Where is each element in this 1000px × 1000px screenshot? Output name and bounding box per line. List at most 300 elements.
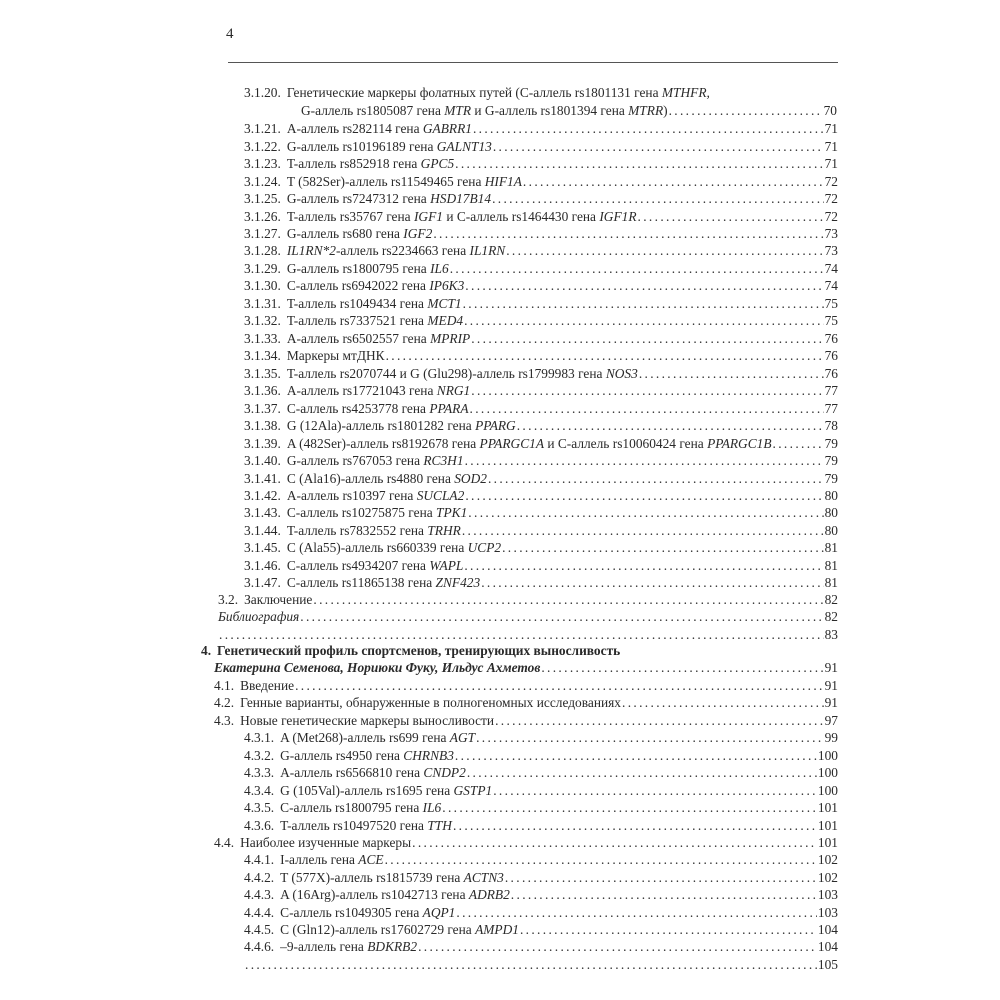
leader-dots: [773, 435, 824, 453]
toc-entry-text: ): [663, 103, 668, 118]
toc-entry-text: С-аллель rs1049305 гена: [280, 905, 423, 920]
toc-entry[interactable]: [244, 382, 838, 400]
leader-dots: [505, 869, 817, 887]
toc-entry-number: 3.1.42.: [244, 488, 281, 503]
toc-entry-text: A (482Ser)-аллель rs8192678 гена: [286, 436, 480, 451]
toc-entry[interactable]: [244, 557, 838, 575]
leader-dots: [493, 782, 817, 800]
toc-entry-title: [244, 782, 492, 800]
page-number: 4: [226, 26, 234, 42]
leader-dots: [464, 312, 824, 330]
toc-entry-title: [214, 659, 540, 677]
leader-dots: [520, 921, 817, 939]
toc-entry[interactable]: [244, 347, 838, 365]
toc-entry-title: [244, 190, 491, 208]
toc-entry[interactable]: [244, 120, 838, 138]
toc-entry-title: [244, 470, 487, 488]
toc-entry-title: [244, 539, 501, 557]
toc-entry-text: С-аллель rs4934207 гена: [286, 558, 430, 573]
toc-entry-page: 102: [817, 852, 838, 867]
toc-entry-page: 102: [817, 870, 838, 885]
toc-entry-text: G-аллель rs1805087 гена: [301, 103, 445, 118]
toc-entry-text: PPARGC1B: [707, 436, 772, 451]
toc-entry-text: UCP2: [467, 540, 502, 555]
toc-entry-text: С-аллель rs10275875 гена: [286, 505, 437, 520]
leader-dots: [511, 886, 817, 904]
toc-entry-text: T-аллель rs7337521 гена: [286, 313, 428, 328]
toc-entry-title: [244, 347, 385, 365]
toc-entry-text: Екатерина Семенова, Нориюки Фуку, Ильдус Ахметов: [214, 660, 541, 675]
toc-entry[interactable]: [244, 921, 838, 939]
toc-entry-text: AMPD1: [475, 922, 519, 937]
toc-entry[interactable]: [244, 817, 838, 835]
toc-entry-title: [201, 642, 620, 660]
toc-entry-page: 71: [824, 156, 838, 171]
toc-entry-title: [244, 138, 492, 156]
toc-entry-number: 4.4.6.: [244, 939, 275, 954]
toc-entry-text: Заключение: [244, 592, 313, 607]
toc-entry-title: [244, 173, 522, 191]
toc-entry-text: Библиография: [218, 609, 300, 624]
toc-entry[interactable]: [244, 522, 838, 540]
toc-entry-title: [244, 242, 505, 260]
leader-dots: [465, 277, 823, 295]
toc-entry-text: MTHFR,: [661, 85, 710, 100]
toc-entry[interactable]: [244, 208, 838, 226]
toc-entry-title: [244, 747, 454, 765]
toc-entry-text: MTRR: [628, 103, 664, 118]
toc-entry-text: IL6: [430, 261, 449, 276]
toc-entry-text: HIF1A: [484, 174, 522, 189]
toc-entry-title: [244, 365, 638, 383]
toc-entry-number: 4.4.: [214, 835, 235, 850]
toc-entry-number: 4.2.: [214, 695, 235, 710]
toc-entry-title: [244, 574, 480, 592]
toc-entry-number: 3.1.20.: [244, 85, 281, 100]
toc-entry-title: [244, 799, 441, 817]
toc-entry-page: 80: [824, 488, 838, 503]
toc-entry[interactable]: [214, 677, 838, 695]
toc-entry-title: [244, 312, 463, 330]
toc-entry-title: [244, 869, 504, 887]
toc-entry-title: [214, 694, 621, 712]
leader-dots: [442, 799, 817, 817]
toc-entry-text: –9-аллель гена: [280, 939, 368, 954]
toc-entry[interactable]: [244, 782, 838, 800]
toc-entry-text: Новые генетические маркеры выносливости: [240, 713, 495, 728]
toc-entry-text: ACE: [358, 852, 384, 867]
toc-entry[interactable]: [244, 84, 764, 102]
toc-entry-text: A (16Arg)-аллель rs1042713 гена: [280, 887, 469, 902]
toc-entry-page: 80: [824, 523, 838, 538]
toc-entry[interactable]: [244, 869, 838, 887]
leader-dots: [669, 102, 823, 120]
toc-entry-text: С-аллель rs6942022 гена: [286, 278, 430, 293]
toc-entry-text: G (105Val)-аллель rs1695 гена: [280, 783, 454, 798]
toc-entry[interactable]: [244, 956, 838, 974]
leader-dots: [471, 382, 823, 400]
toc-entry-number: 3.1.22.: [244, 139, 281, 154]
toc-entry-number: 3.1.28.: [244, 243, 281, 258]
toc-entry-title: [244, 382, 470, 400]
toc-entry[interactable]: [244, 886, 838, 904]
leader-dots: [541, 659, 823, 677]
toc-entry[interactable]: [201, 642, 838, 660]
toc-entry-page: 99: [824, 730, 838, 745]
toc-entry[interactable]: [244, 242, 838, 260]
toc-entry-text: и С-аллель rs1464430 гена: [442, 209, 600, 224]
toc-entry-number: 3.1.29.: [244, 261, 281, 276]
toc-entry-page: 100: [817, 748, 838, 763]
toc-entry[interactable]: [244, 904, 838, 922]
toc-entry-page: 77: [824, 383, 838, 398]
toc-entry-text: T-аллель rs7832552 гена: [286, 523, 428, 538]
toc-entry-text: С-аллель rs1800795 гена: [280, 800, 423, 815]
leader-dots: [473, 120, 824, 138]
toc-entry-page: 79: [824, 436, 838, 451]
toc-entry-page: 81: [824, 540, 838, 555]
toc-entry-text: PPARGC1A: [479, 436, 544, 451]
toc-entry-title: [244, 886, 510, 904]
toc-entry[interactable]: [244, 330, 838, 348]
toc-entry-page: 79: [824, 471, 838, 486]
toc-entry-text: Наиболее изученные маркеры: [240, 835, 412, 850]
toc-entry[interactable]: [244, 452, 838, 470]
toc-entry-title: [244, 557, 463, 575]
toc-entry-number: 4.4.5.: [244, 922, 275, 937]
toc-entry-page: 75: [824, 313, 838, 328]
toc-entry-text: T-аллель rs852918 гена: [286, 156, 421, 171]
toc-entry-text: G-аллель rs10196189 гена: [286, 139, 437, 154]
toc-entry-title: [244, 817, 452, 835]
toc-entry-page: 104: [817, 939, 838, 954]
toc-entry-page: 72: [824, 209, 838, 224]
leader-dots: [471, 330, 823, 348]
leader-dots: [523, 173, 824, 191]
leader-dots: [470, 400, 824, 418]
toc-entry-text: IGF1R: [599, 209, 637, 224]
toc-entry-number: 3.1.40.: [244, 453, 281, 468]
toc-entry-title: [244, 400, 469, 418]
toc-entry-text: GSTP1: [453, 783, 493, 798]
toc-entry-number: 3.1.36.: [244, 383, 281, 398]
toc-entry-text: GPC5: [420, 156, 455, 171]
toc-entry[interactable]: [218, 591, 838, 609]
toc-entry-text: G-аллель rs7247312 гена: [286, 191, 431, 206]
toc-entry[interactable]: [244, 277, 838, 295]
toc-entry-text: NRG1: [436, 383, 471, 398]
toc-entry-title: [218, 608, 299, 626]
toc-entry-text: IL1RN: [469, 243, 506, 258]
toc-entry-title: [244, 208, 637, 226]
toc-entry-title: [244, 921, 519, 939]
toc-entry-title: [244, 764, 466, 782]
toc-entry[interactable]: [244, 487, 838, 505]
toc-entry-page: 97: [824, 713, 838, 728]
toc-entry[interactable]: [244, 470, 838, 488]
toc-entry-number: 3.1.31.: [244, 296, 281, 311]
toc-entry-page: 101: [817, 800, 838, 815]
toc-entry-text: T (577X)-аллель rs1815739 гена: [280, 870, 464, 885]
toc-entry[interactable]: [244, 312, 838, 330]
toc-entry-number: 4.1.: [214, 678, 235, 693]
leader-dots: [245, 956, 817, 974]
toc-entry[interactable]: [244, 260, 838, 278]
toc-entry-text: SOD2: [454, 471, 487, 486]
toc-entry-text: С-аллель rs11865138 гена: [286, 575, 436, 590]
toc-entry-number: 3.1.24.: [244, 174, 281, 189]
toc-entry-number: 3.1.26.: [244, 209, 281, 224]
toc-entry[interactable]: [244, 138, 838, 156]
toc-entry[interactable]: [244, 799, 838, 817]
toc-entry-text: MED4: [427, 313, 464, 328]
toc-entry-text: ACTN3: [463, 870, 504, 885]
toc-entry[interactable]: [301, 102, 837, 120]
toc-entry[interactable]: [244, 155, 838, 173]
leader-dots: [467, 764, 817, 782]
toc-entry-number: 3.1.34.: [244, 348, 281, 363]
toc-entry-text: A-аллель rs17721043 гена: [286, 383, 437, 398]
toc-entry[interactable]: [244, 764, 838, 782]
leader-dots: [502, 539, 824, 557]
toc-entry-page: 105: [817, 957, 838, 972]
toc-entry-page: 72: [824, 191, 838, 206]
toc-entry-number: 3.1.39.: [244, 436, 281, 451]
toc-entry[interactable]: [244, 295, 838, 313]
toc-entry[interactable]: [244, 747, 838, 765]
toc-entry[interactable]: [244, 729, 838, 747]
toc-entry-number: 3.1.41.: [244, 471, 281, 486]
toc-entry[interactable]: [244, 574, 838, 592]
toc-entry-text: T-аллель rs1049434 гена: [286, 296, 428, 311]
toc-entry-text: Генетический профиль спортсменов, тренирующих выносливость: [217, 643, 621, 658]
leader-dots: [517, 417, 824, 435]
toc-entry-title: [244, 435, 772, 453]
toc-entry-title: [214, 834, 411, 852]
toc-entry-number: 4.3.4.: [244, 783, 275, 798]
toc-entry-text: MTR: [444, 103, 472, 118]
toc-entry[interactable]: [244, 400, 838, 418]
toc-entry-text: Генетические маркеры фолатных путей (С-аллель rs1801131 гена: [286, 85, 662, 100]
toc-entry-text: PPARA: [429, 401, 469, 416]
toc-entry-text: T (582Ser)-аллель rs11549465 гена: [286, 174, 485, 189]
leader-dots: [386, 347, 824, 365]
toc-entry-text: MPRIP: [430, 331, 471, 346]
toc-entry-text: TPK1: [436, 505, 468, 520]
toc-entry-text: -аллель rs2234663 гена: [335, 243, 470, 258]
toc-entry-page: 81: [824, 575, 838, 590]
leader-dots: [638, 208, 824, 226]
leader-dots: [493, 138, 824, 156]
toc-entry-number: 4.3.3.: [244, 765, 275, 780]
toc-entry-title: [244, 904, 455, 922]
toc-entry-text: С (Ala16)-аллель rs4880 гена: [286, 471, 455, 486]
leader-dots: [385, 851, 817, 869]
leader-dots: [506, 242, 823, 260]
toc-entry-text: CNDP2: [423, 765, 466, 780]
toc-entry-page: 100: [817, 765, 838, 780]
leader-dots: [639, 365, 824, 383]
toc-entry-number: 4.3.6.: [244, 818, 275, 833]
toc-entry-title: [244, 522, 461, 540]
leader-dots: [622, 694, 824, 712]
toc-entry-text: NOS3: [605, 366, 638, 381]
toc-entry-text: AQP1: [422, 905, 456, 920]
toc-entry-number: 4.3.2.: [244, 748, 275, 763]
toc-entry-page: 91: [824, 660, 838, 675]
toc-entry-title: [214, 677, 294, 695]
toc-entry-text: RC3H1: [423, 453, 464, 468]
leader-dots: [463, 295, 824, 313]
leader-dots: [462, 522, 824, 540]
toc-entry-text: T-аллель rs2070744 и G (Glu298)-аллель rs1799983 гена: [286, 366, 606, 381]
toc-entry[interactable]: [214, 834, 838, 852]
toc-entry[interactable]: [244, 365, 838, 383]
toc-entry-text: BDKRB2: [367, 939, 418, 954]
toc-entry-page: 77: [824, 401, 838, 416]
toc-entry-text: G-аллель rs680 гена: [286, 226, 404, 241]
toc-entry[interactable]: [244, 851, 838, 869]
toc-entry-page: 83: [824, 627, 838, 642]
toc-entry-text: IL1RN*2: [286, 243, 336, 258]
toc-entry-page: 76: [824, 366, 838, 381]
toc-entry-text: HSD17B14: [430, 191, 492, 206]
toc-entry-number: 4.4.1.: [244, 852, 275, 867]
toc-entry[interactable]: [244, 190, 838, 208]
toc-entry-page: 71: [824, 121, 838, 136]
toc-entry-page: 75: [824, 296, 838, 311]
toc-entry-text: TRHR: [427, 523, 461, 538]
toc-entry-page: 80: [824, 505, 838, 520]
toc-entry-text: Маркеры мтДНК: [286, 348, 385, 363]
leader-dots: [295, 677, 824, 695]
leader-dots: [495, 712, 824, 730]
toc-entry-text: IL6: [422, 800, 442, 815]
toc-entry-title: [244, 938, 417, 956]
toc-entry[interactable]: [244, 938, 838, 956]
toc-entry[interactable]: [214, 659, 838, 677]
toc-entry-number: 3.1.38.: [244, 418, 281, 433]
toc-entry-page: 103: [817, 887, 838, 902]
toc-entry-text: и С-аллель rs10060424 гена: [544, 436, 708, 451]
toc-entry-text: SUCLA2: [416, 488, 465, 503]
toc-entry-number: 4.4.2.: [244, 870, 275, 885]
toc-entry[interactable]: [244, 539, 838, 557]
toc-entry-page: 81: [824, 558, 838, 573]
leader-dots: [464, 557, 823, 575]
toc-entry-page: 73: [824, 226, 838, 241]
toc-entry[interactable]: [244, 435, 838, 453]
toc-entry-text: Введение: [240, 678, 295, 693]
toc-entry-number: 3.1.45.: [244, 540, 281, 555]
toc-entry-text: G-аллель rs767053 гена: [286, 453, 424, 468]
toc-entry-number: 4.3.1.: [244, 730, 275, 745]
toc-entry-text: T-аллель rs35767 гена: [286, 209, 414, 224]
toc-entry-title: [244, 330, 470, 348]
leader-dots: [492, 190, 824, 208]
toc-entry-page: 74: [824, 278, 838, 293]
leader-dots: [418, 938, 817, 956]
leader-dots: [455, 155, 823, 173]
toc-entry-text: CHRNB3: [403, 748, 454, 763]
toc-entry-title: [218, 591, 312, 609]
toc-entry-page: 73: [824, 243, 838, 258]
toc-entry[interactable]: [244, 417, 838, 435]
toc-entry-page: 72: [824, 174, 838, 189]
toc-entry-number: 3.2.: [218, 592, 239, 607]
toc-entry-number: 3.1.43.: [244, 505, 281, 520]
toc-entry-text: С (Ala55)-аллель rs660339 гена: [286, 540, 468, 555]
toc-entry-page: 101: [817, 835, 838, 850]
toc-entry-number: 3.1.35.: [244, 366, 281, 381]
toc-entry-number: 3.1.47.: [244, 575, 281, 590]
toc-entry-title: [244, 295, 462, 313]
toc-entry-number: 3.1.30.: [244, 278, 281, 293]
toc-entry[interactable]: [244, 225, 838, 243]
toc-entry-text: IGF2: [403, 226, 433, 241]
toc-entry[interactable]: [214, 694, 838, 712]
toc-entry-text: С (Gln12)-аллель rs17602729 гена: [280, 922, 476, 937]
toc-entry-page: 101: [817, 818, 838, 833]
leader-dots: [300, 608, 823, 626]
toc-entry-title: [244, 452, 464, 470]
toc-entry[interactable]: [214, 712, 838, 730]
leader-dots: [481, 574, 823, 592]
leader-dots: [412, 834, 817, 852]
toc-entry-page: 76: [824, 331, 838, 346]
leader-dots: [456, 904, 817, 922]
leader-dots: [468, 504, 823, 522]
toc-entry-page: 100: [817, 783, 838, 798]
toc-entry-text: A-аллель rs6566810 гена: [280, 765, 424, 780]
toc-entry-text: G-аллель rs1800795 гена: [286, 261, 431, 276]
leader-dots: [476, 729, 824, 747]
toc-entry-text: A-аллель rs10397 гена: [286, 488, 417, 503]
toc-entry-title: [244, 504, 467, 522]
toc-entry-title: [301, 102, 668, 120]
toc-entry-text: I-аллель гена: [280, 852, 359, 867]
toc-entry-page: 70: [823, 103, 837, 118]
toc-entry-page: 71: [824, 139, 838, 154]
toc-entry[interactable]: [218, 608, 838, 626]
toc-entry-page: 76: [824, 348, 838, 363]
toc-entry-title: [244, 155, 454, 173]
toc-entry-number: 4.3.: [214, 713, 235, 728]
toc-entry-number: 4.: [201, 643, 212, 658]
toc-entry-title: [244, 851, 384, 869]
toc-entry-text: ADRB2: [468, 887, 510, 902]
toc-entry-number: 3.1.25.: [244, 191, 281, 206]
toc-entry[interactable]: [244, 173, 838, 191]
toc-entry-page: 91: [824, 695, 838, 710]
toc-entry-number: 3.1.46.: [244, 558, 281, 573]
toc-entry-page: 79: [824, 453, 838, 468]
leader-dots: [455, 747, 817, 765]
toc-entry-page: 103: [817, 905, 838, 920]
toc-entry-text: IP6K3: [429, 278, 465, 293]
toc-entry-title: [244, 417, 516, 435]
toc-entry-number: 3.1.27.: [244, 226, 281, 241]
toc-entry-text: ZNF423: [435, 575, 481, 590]
toc-entry-text: С-аллель rs4253778 гена: [286, 401, 430, 416]
leader-dots: [465, 487, 823, 505]
header-rule: [228, 62, 838, 63]
leader-dots: [465, 452, 824, 470]
toc-entry-text: AGT: [449, 730, 476, 745]
toc-entry-text: Генные варианты, обнаруженные в полногеномных исследованиях: [240, 695, 622, 710]
toc-entry[interactable]: [244, 504, 838, 522]
toc-entry-text: T-аллель rs10497520 гена: [280, 818, 428, 833]
